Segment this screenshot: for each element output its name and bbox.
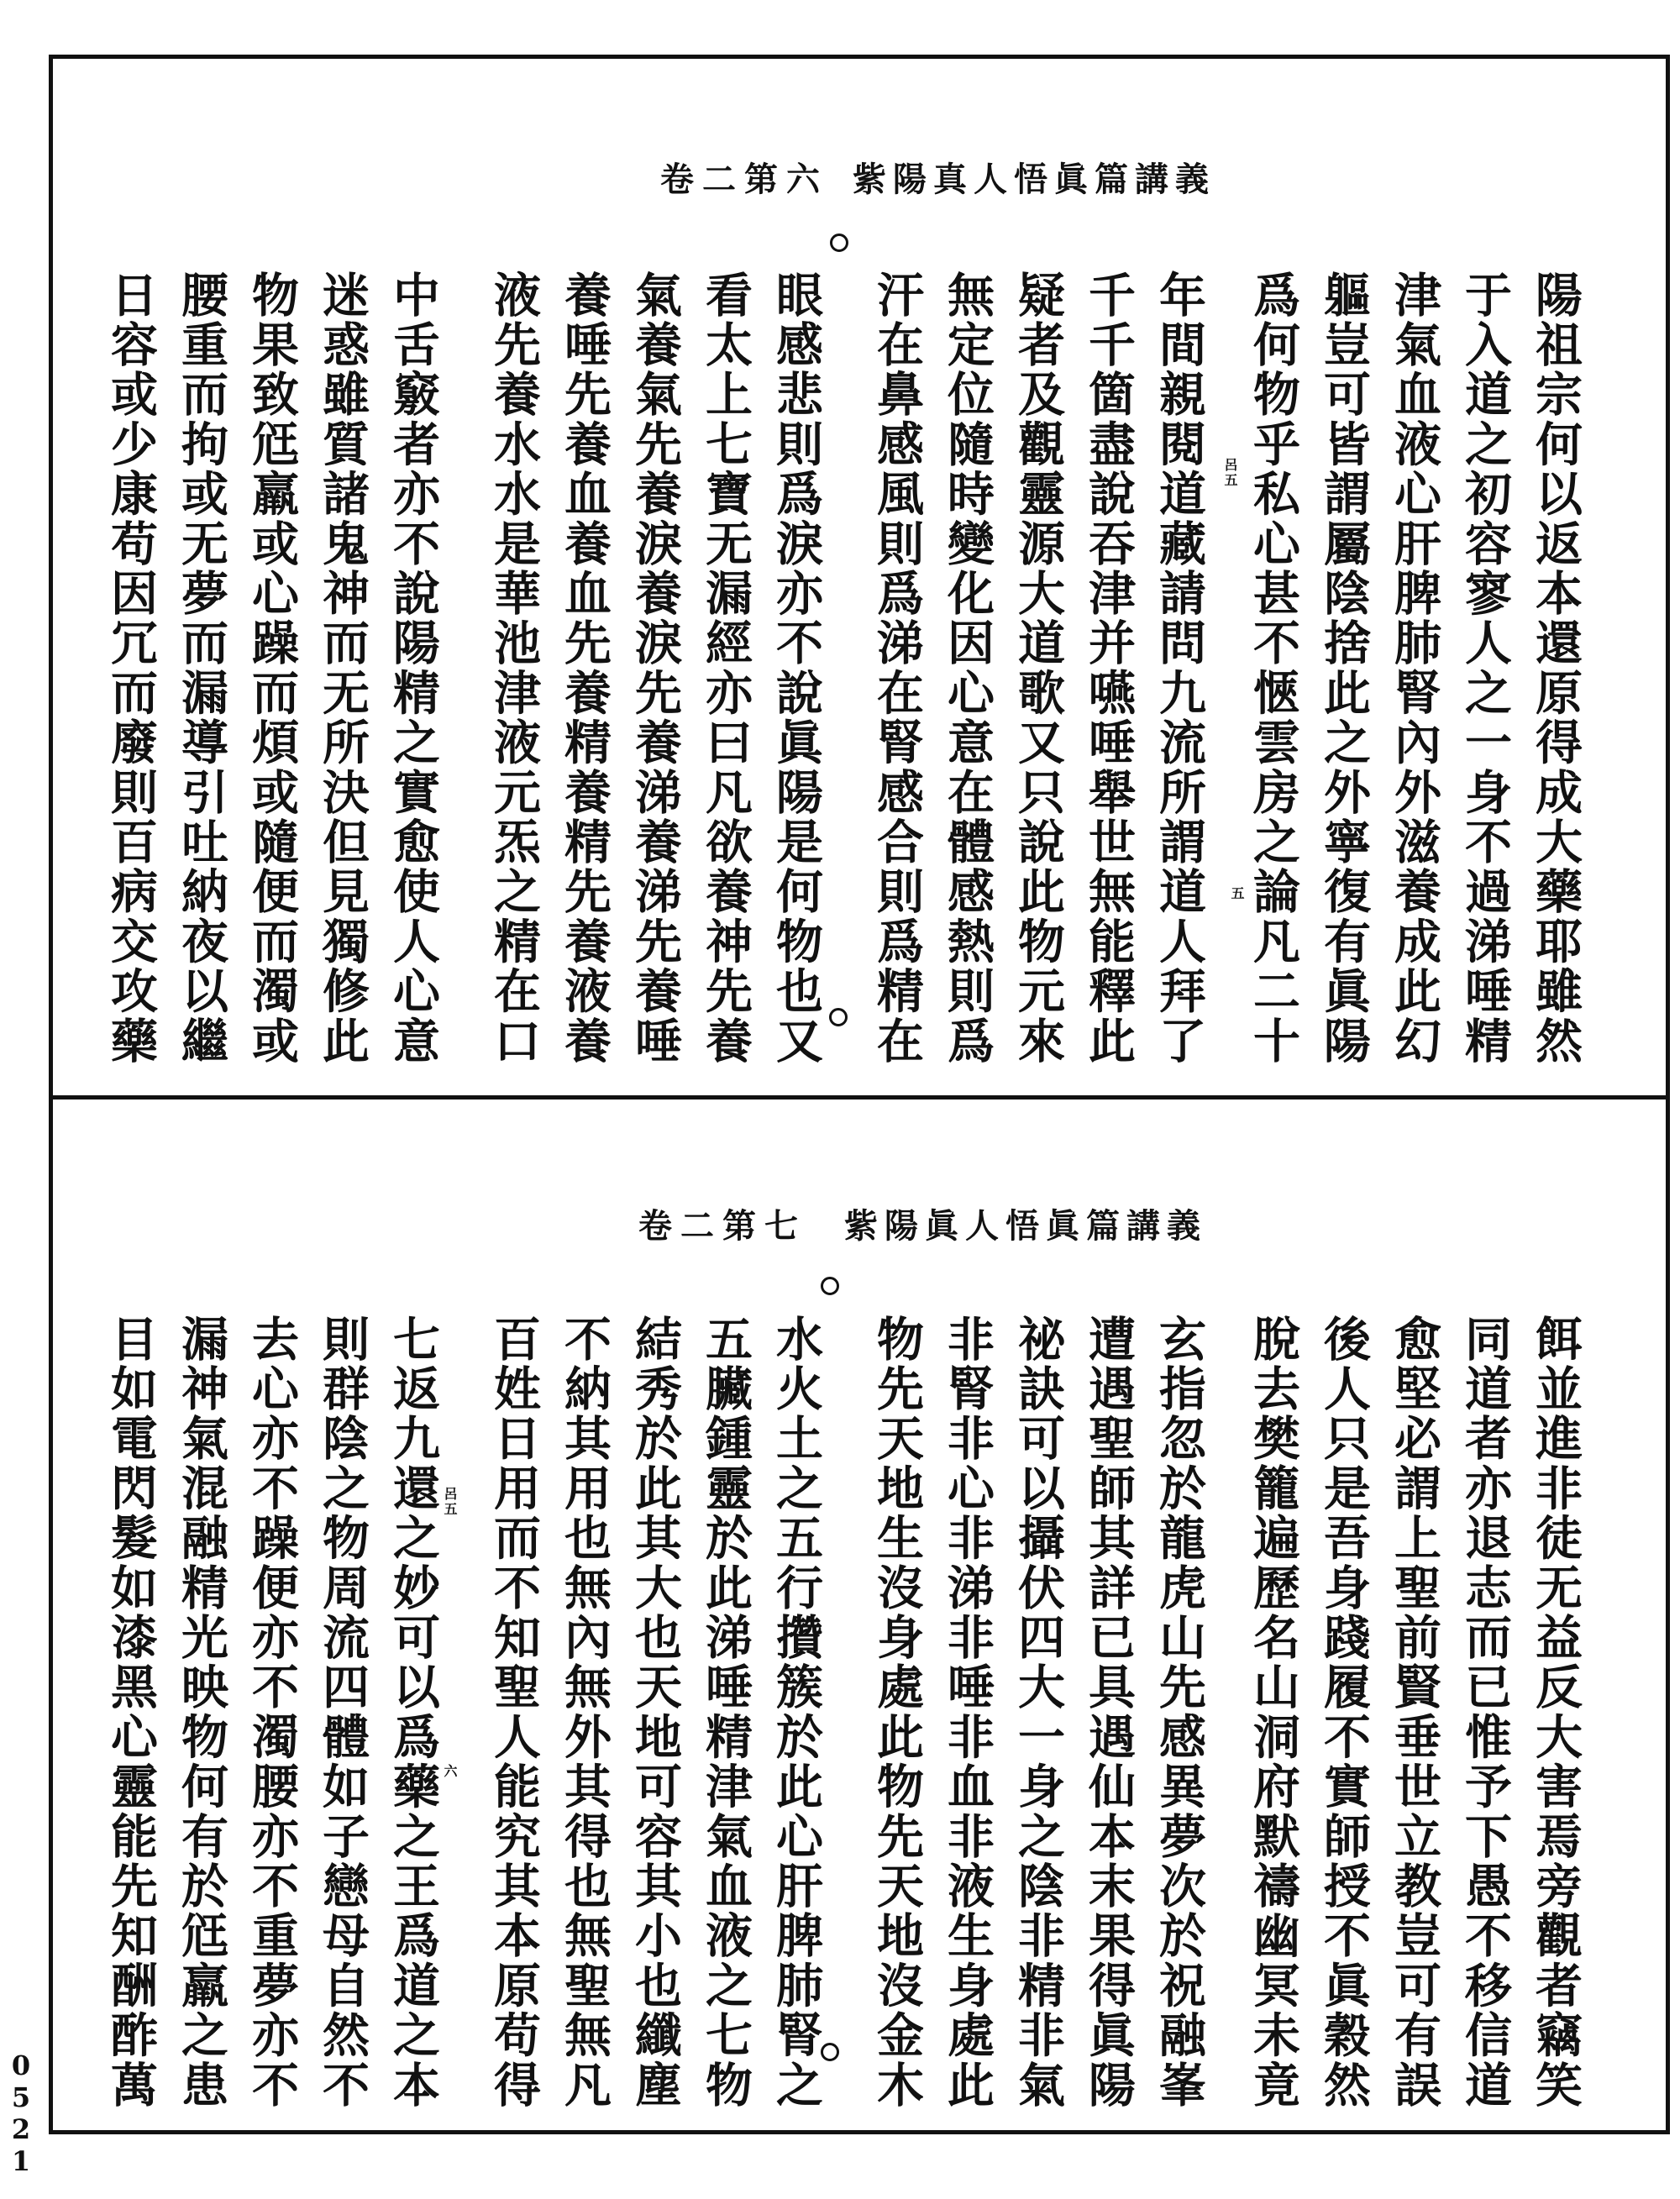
text-column: 日容或少康苟因冗而廢則百病交攻藥 [103,270,159,1067]
margin-note: 呂五 [442,1487,458,1517]
text-column: 去心亦不躁便亦不濁腰亦不重夢亦不 [244,1315,300,2111]
text-column: 汗在鼻感風則爲涕在腎感合則爲精在 [869,270,925,1067]
bottom-header-chapter: 卷二第七 [638,1206,806,1246]
text-column: 同道者亦退志而已惟予下愚不移信道 [1457,1315,1513,2111]
text-column: 無定位隨時變化因心意在體感熱則爲 [940,270,995,1067]
circle-mark [829,1008,848,1026]
text-column: 餌並進非徒无益反大害焉旁觀者竊笑 [1528,1315,1583,2111]
text-column: 氣養氣先養淚養淚先養涕養涕先養唾 [627,270,683,1067]
text-column: 則群陰之物周流四體如子戀母自然不 [315,1315,370,2111]
margin-note: 五 [1229,886,1245,901]
text-column: 陽祖宗何以返本還原得成大藥耶雖然 [1528,270,1583,1067]
text-column: 愈堅必謂上聖前賢垂世立教豈可有誤 [1387,1315,1442,2111]
text-column: 眼感悲則爲淚亦不說眞陽是何物也又 [769,270,824,1067]
text-column: 不納其用也無內無外其得也無聖無凡 [557,1315,612,2111]
text-column: 疑者及觀靈源大道歌又只說此物元來 [1011,270,1066,1067]
text-column: 脫去樊籠遍歷名山洞府默禱幽冥未竟 [1246,1315,1301,2111]
text-column: 迷惑雖質諸鬼神而无所決但見獨修此 [315,270,370,1067]
text-column: 七返九還之妙可以爲藥之王爲道之本 [386,1315,441,2111]
text-column: 物先天地生沒身處此物先天地沒金木 [869,1315,925,2111]
bottom-header-title: 紫陽眞人悟眞篇講義 [844,1206,1207,1246]
text-column: 物果致尩羸或心躁而煩或隨便而濁或 [244,270,300,1067]
text-column: 非腎非心非涕非唾非血非液生身處此 [940,1315,995,2111]
text-column: 爲何物乎私心甚不愜雲房之論凡二十 [1246,270,1301,1067]
text-column: 養唾先養血養血先養精養精先養液養 [557,270,612,1067]
text-column: 于入道之初容寥人之一身不過涕唾精 [1457,270,1513,1067]
circle-mark [830,234,848,252]
text-column: 五臟鍾靈於此涕唾精津氣血液之七物 [698,1315,753,2111]
text-column: 中舌竅者亦不說陽精之實愈使人心意 [386,270,441,1067]
text-column: 千千箇盡說吞津并嚥唾舉世無能釋此 [1081,270,1137,1067]
text-column: 祕訣可以攝伏四大一身之陰非精非氣 [1011,1315,1066,2111]
text-column: 軀豈可皆謂屬陰捨此之外寧復有眞陽 [1316,270,1372,1067]
top-header-title: 紫陽真人悟眞篇講義 [853,160,1215,199]
text-column: 津氣血液心肝脾肺腎內外滋養成此幻 [1387,270,1442,1067]
margin-note: 呂五 [1222,458,1238,488]
text-column: 液先養水水是華池津液元炁之精在口 [486,270,542,1067]
text-column: 年間親閱道藏請問九流所謂道人拜了 [1152,270,1207,1067]
text-column: 漏神氣混融精光映物何有於尩羸之患 [174,1315,229,2111]
margin-note: 六 [442,1764,458,1779]
page-number: 0521 [5,2049,37,2177]
text-column: 百姓日用而不知聖人能究其本原苟得 [486,1315,542,2111]
text-column: 遭遇聖師其詳已具遇仙本末果得眞陽 [1081,1315,1137,2111]
text-column: 後人只是吾身踐履不實師授不眞穀然 [1316,1315,1372,2111]
circle-mark [821,1277,839,1295]
text-column: 腰重而拘或无夢而漏導引吐納夜以繼 [174,270,229,1067]
text-column: 玄指忽於龍虎山先感異夢次於祝融峯 [1152,1315,1207,2111]
page-divider [49,1095,1670,1100]
text-column: 目如電閃髮如漆黑心靈能先知酬酢萬 [103,1315,159,2111]
text-column: 結秀於此其大也天地可容其小也纖塵 [627,1315,683,2111]
text-column: 看太上七寶无漏經亦曰凡欲養神先養 [698,270,753,1067]
text-column: 水火土之五行攢簇於此心肝脾肺腎之 [769,1315,824,2111]
top-header-chapter: 卷二第六 [660,160,828,199]
